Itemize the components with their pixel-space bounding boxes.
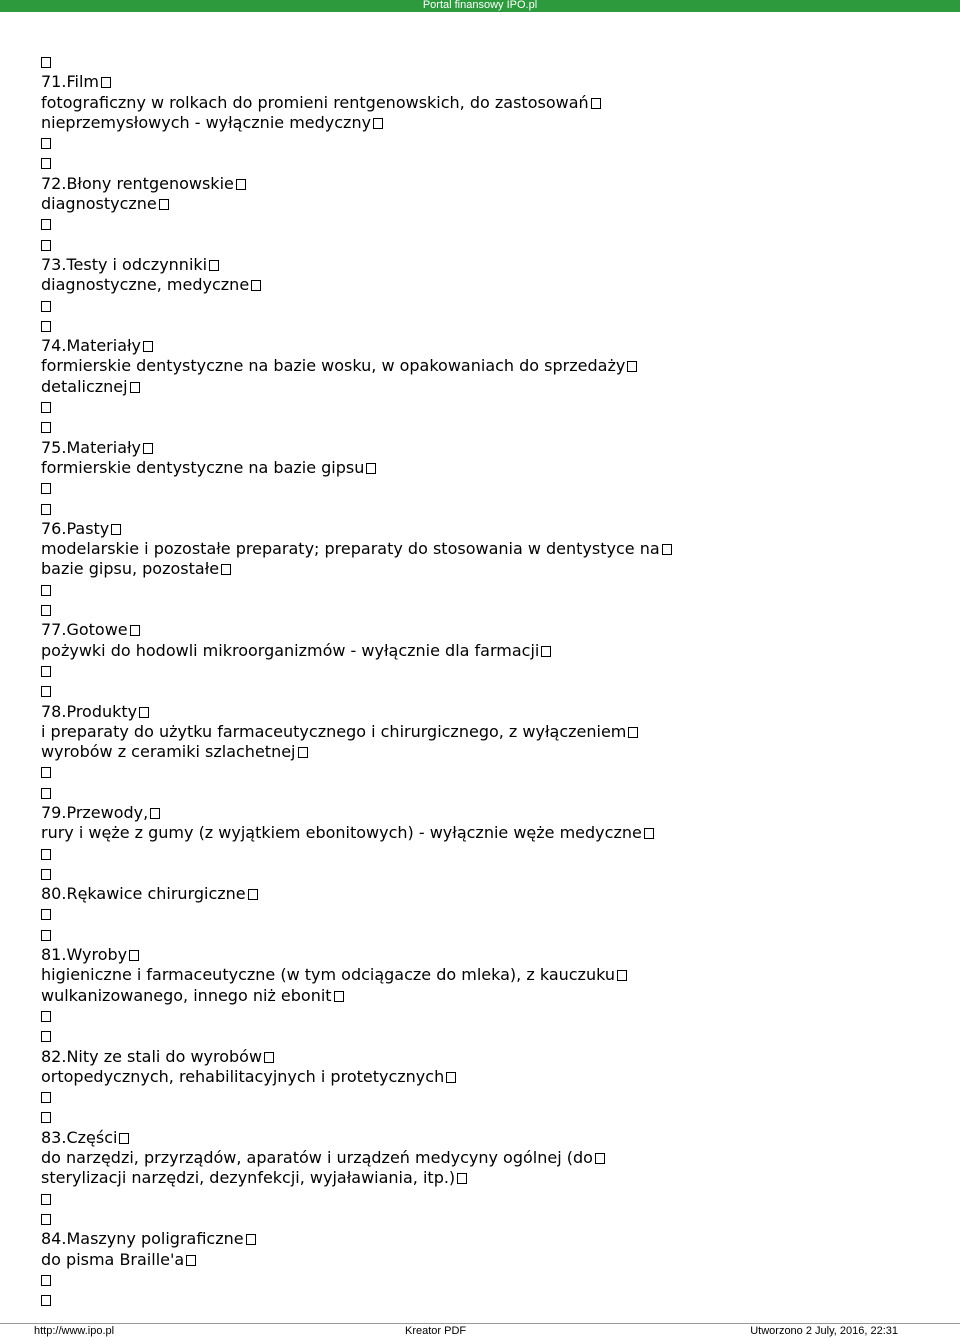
blank-line [41, 153, 941, 173]
item-number: 78. [41, 701, 67, 721]
missing-glyph-icon [41, 666, 51, 677]
footer-url[interactable]: http://www.ipo.pl [34, 1325, 115, 1337]
item-line [41, 519, 941, 539]
item-text: wulkanizowanego, innego niż ebonit [41, 985, 332, 1005]
header-title: Portal finansowy IPO.pl [422, 0, 538, 11]
item-text: do narzędzi, przyrządów, aparatów i urządzeń medycyny ogólnej (do [41, 1148, 593, 1168]
item-line [41, 641, 941, 661]
item-text: sterylizacji narzędzi, dezynfekcji, wyjaławiania, itp.) [41, 1168, 456, 1188]
blank-line [41, 52, 941, 72]
missing-glyph-icon [130, 625, 140, 636]
item-text: bazie gipsu, pozostałe [41, 559, 220, 579]
blank-line [41, 397, 941, 417]
missing-glyph-icon [221, 564, 231, 575]
blank-line [41, 1026, 941, 1046]
blank-line [41, 1189, 941, 1209]
missing-glyph-icon [41, 422, 51, 433]
missing-glyph-icon [41, 849, 51, 860]
list-item [41, 438, 941, 519]
missing-glyph-icon [595, 1153, 605, 1164]
missing-glyph-icon [41, 138, 51, 149]
blank-line [41, 1290, 941, 1310]
item-text: fotograficzny w rolkach do promieni rentgenowskich, do zastosowań [41, 92, 589, 112]
missing-glyph-icon [41, 1011, 51, 1022]
blank-line [41, 1006, 941, 1026]
missing-glyph-icon [41, 57, 51, 68]
item-line [41, 1067, 941, 1087]
item-text: Wyroby [66, 945, 128, 965]
blank-line [41, 864, 941, 884]
item-line [41, 1168, 941, 1188]
item-text: Pasty [66, 518, 110, 538]
item-text: wyrobów z ceramiki szlachetnej [41, 742, 296, 762]
item-text: ortopedycznych, rehabilitacyjnych i protetycznych [41, 1066, 445, 1086]
blank-line [41, 783, 941, 803]
missing-glyph-icon [41, 402, 51, 413]
item-line [41, 559, 941, 579]
item-text: Testy i odczynniki [66, 254, 208, 274]
list-item [41, 884, 941, 945]
item-line [41, 1148, 941, 1168]
item-number: 83. [41, 1127, 67, 1147]
missing-glyph-icon [41, 158, 51, 169]
missing-glyph-icon [366, 463, 376, 474]
missing-glyph-icon [662, 544, 672, 555]
item-number: 76. [41, 518, 67, 538]
item-line [41, 702, 941, 722]
item-number: 72. [41, 173, 67, 193]
missing-glyph-icon [139, 707, 149, 718]
item-line [41, 945, 941, 965]
item-text: higieniczne i farmaceutyczne (w tym odciągacze do mleka), z kauczuku [41, 965, 616, 985]
item-number: 75. [41, 437, 67, 457]
list-item [41, 336, 941, 437]
item-line [41, 194, 941, 214]
item-text: Maszyny poligraficzne [66, 1229, 244, 1249]
item-text: Przewody, [66, 802, 149, 822]
list-item [41, 1229, 941, 1310]
list-item [41, 803, 941, 884]
missing-glyph-icon [41, 321, 51, 332]
item-number: 82. [41, 1046, 67, 1066]
blank-line [41, 762, 941, 782]
item-line [41, 356, 941, 376]
item-text: nieprzemysłowych - wyłącznie medyczny [41, 112, 372, 132]
missing-glyph-icon [644, 828, 654, 839]
missing-glyph-icon [209, 260, 219, 271]
missing-glyph-icon [617, 970, 627, 981]
item-text: detalicznej [41, 376, 128, 396]
list-item [41, 1047, 941, 1128]
blank-line [41, 296, 941, 316]
missing-glyph-icon [119, 1133, 129, 1144]
missing-glyph-icon [41, 869, 51, 880]
item-line [41, 458, 941, 478]
missing-glyph-icon [41, 767, 51, 778]
missing-glyph-icon [41, 1112, 51, 1123]
item-number: 77. [41, 620, 67, 640]
missing-glyph-icon [143, 341, 153, 352]
missing-glyph-icon [130, 382, 140, 393]
missing-glyph-icon [41, 1194, 51, 1205]
item-text: formierskie dentystyczne na bazie gipsu [41, 457, 365, 477]
document-body [41, 52, 941, 1310]
missing-glyph-icon [628, 727, 638, 738]
item-number: 79. [41, 802, 67, 822]
blank-line [41, 499, 941, 519]
missing-glyph-icon [236, 179, 246, 190]
blank-line [41, 925, 941, 945]
blank-line [41, 580, 941, 600]
missing-glyph-icon [101, 77, 111, 88]
item-text: Gotowe [66, 620, 128, 640]
item-line [41, 336, 941, 356]
item-line [41, 93, 941, 113]
item-text: pożywki do hodowli mikroorganizmów - wyłącznie dla farmacji [41, 640, 540, 660]
blank-line [41, 681, 941, 701]
item-line [41, 72, 941, 92]
missing-glyph-icon [246, 1234, 256, 1245]
item-text: Materiały [66, 437, 142, 457]
blank-line [41, 417, 941, 437]
list-item [41, 1128, 941, 1229]
item-text: Materiały [66, 336, 142, 356]
missing-glyph-icon [41, 240, 51, 251]
item-line [41, 1229, 941, 1249]
missing-glyph-icon [41, 1295, 51, 1306]
list-item [41, 702, 941, 803]
missing-glyph-icon [41, 909, 51, 920]
missing-glyph-icon [186, 1255, 196, 1266]
item-text: formierskie dentystyczne na bazie wosku, w opakowaniach do sprzedaży [41, 356, 626, 376]
missing-glyph-icon [41, 605, 51, 616]
item-number: 80. [41, 884, 67, 904]
item-number: 81. [41, 945, 67, 965]
list-item [41, 255, 941, 336]
missing-glyph-icon [150, 808, 160, 819]
blank-line [41, 600, 941, 620]
item-line [41, 438, 941, 458]
missing-glyph-icon [41, 1214, 51, 1225]
blank-line [41, 1087, 941, 1107]
missing-glyph-icon [159, 199, 169, 210]
blank-line [41, 904, 941, 924]
item-text: do pisma Braille'a [41, 1249, 185, 1269]
missing-glyph-icon [41, 585, 51, 596]
missing-glyph-icon [41, 219, 51, 230]
item-line [41, 884, 941, 904]
blank-line [41, 478, 941, 498]
missing-glyph-icon [41, 504, 51, 515]
blank-line [41, 1270, 941, 1290]
item-text: Błony rentgenowskie [66, 173, 234, 193]
list-item [41, 519, 941, 620]
item-text: i preparaty do użytku farmaceutycznego i chirurgicznego, z wyłączeniem [41, 721, 627, 741]
missing-glyph-icon [41, 1275, 51, 1286]
item-line [41, 1128, 941, 1148]
item-line [41, 742, 941, 762]
missing-glyph-icon [251, 280, 261, 291]
item-line [41, 722, 941, 742]
missing-glyph-icon [264, 1052, 274, 1063]
missing-glyph-icon [143, 443, 153, 454]
page-header [0, 0, 960, 12]
missing-glyph-icon [541, 646, 551, 657]
item-line [41, 986, 941, 1006]
missing-glyph-icon [627, 361, 637, 372]
item-text: rury i węże z gumy (z wyjątkiem ebonitowych) - wyłącznie węże medyczne [41, 823, 642, 843]
missing-glyph-icon [129, 950, 139, 961]
footer-created: Utworzono 2 July, 2016, 22:31 [750, 1325, 898, 1337]
missing-glyph-icon [41, 686, 51, 697]
item-text: Produkty [66, 701, 138, 721]
missing-glyph-icon [41, 788, 51, 799]
item-text: Nity ze stali do wyrobów [66, 1046, 263, 1066]
blank-line [41, 214, 941, 234]
item-number: 73. [41, 254, 67, 274]
blank-line [41, 1107, 941, 1127]
item-line [41, 1047, 941, 1067]
blank-line [41, 661, 941, 681]
blank-line [41, 316, 941, 336]
item-line [41, 803, 941, 823]
item-list [41, 72, 941, 1310]
blank-line [41, 235, 941, 255]
list-item [41, 945, 941, 1046]
missing-glyph-icon [457, 1173, 467, 1184]
item-text: modelarskie i pozostałe preparaty; preparaty do stosowania w dentystyce na [41, 539, 660, 559]
item-number: 71. [41, 72, 67, 92]
page-footer [0, 1323, 960, 1338]
item-line [41, 275, 941, 295]
item-text: Rękawice chirurgiczne [66, 884, 246, 904]
item-text: diagnostyczne, medyczne [41, 275, 250, 295]
missing-glyph-icon [298, 747, 308, 758]
missing-glyph-icon [248, 889, 258, 900]
missing-glyph-icon [41, 483, 51, 494]
item-text: Film [66, 72, 99, 92]
blank-line [41, 133, 941, 153]
blank-line [41, 844, 941, 864]
blank-line [41, 1209, 941, 1229]
missing-glyph-icon [111, 524, 121, 535]
missing-glyph-icon [41, 1031, 51, 1042]
item-text: diagnostyczne [41, 194, 157, 214]
item-text: Części [66, 1127, 118, 1147]
item-number: 74. [41, 336, 67, 356]
item-line [41, 255, 941, 275]
item-line [41, 539, 941, 559]
list-item [41, 620, 941, 701]
item-line [41, 823, 941, 843]
item-number: 84. [41, 1229, 67, 1249]
list-item [41, 174, 941, 255]
footer-generator: Kreator PDF [405, 1325, 467, 1337]
item-line [41, 620, 941, 640]
missing-glyph-icon [334, 991, 344, 1002]
item-line [41, 965, 941, 985]
missing-glyph-icon [591, 98, 601, 109]
missing-glyph-icon [373, 118, 383, 129]
item-line [41, 377, 941, 397]
list-item [41, 72, 941, 173]
missing-glyph-icon [41, 1092, 51, 1103]
missing-glyph-icon [41, 301, 51, 312]
item-line [41, 174, 941, 194]
missing-glyph-icon [446, 1072, 456, 1083]
missing-glyph-icon [41, 930, 51, 941]
item-line [41, 113, 941, 133]
item-line [41, 1250, 941, 1270]
